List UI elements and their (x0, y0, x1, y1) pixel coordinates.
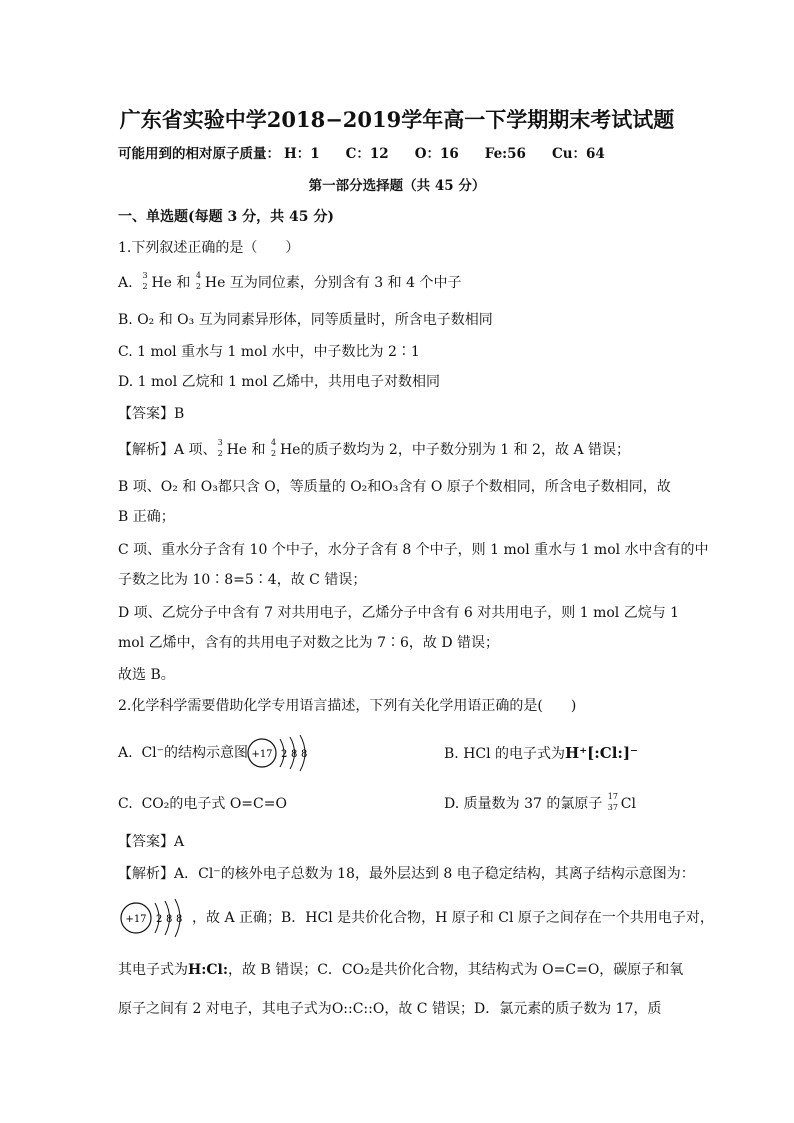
q2-explanation-3: 其电子式为H:Cl:，故 B 错误；C．CO₂是共价化合物，其结构式为 O=C=O，碳原子和氧 (118, 962, 684, 978)
atomic-masses (118, 144, 631, 164)
shell-3: 8 (301, 749, 308, 760)
q1-stem: 1.下列叙述正确的是（ ） (118, 240, 300, 256)
chloride-structure-diagram-2 (118, 896, 190, 940)
mass-fe: Fe:56 (484, 146, 526, 162)
q1-explanation-b1: B 项、O₂ 和 O₃都只含 O，等质量的 O₂和O₃含有 O 原子个数相同，所含电子数相同，故 (118, 479, 671, 495)
svg-text:+17: +17 (125, 914, 147, 925)
part-heading: 一、单选题(每题 3 分，共 45 分) (118, 209, 334, 225)
svg-text:8: 8 (176, 914, 183, 925)
q1-option-d: D. 1 mol 乙烷和 1 mol 乙烯中，共用电子对数相同 (118, 374, 441, 390)
q1-option-b: B. O₂ 和 O₃ 互为同素异形体，同等质量时，所含电子数相同 (118, 312, 493, 328)
q2-option-d: D. 质量数为 37 的氯原子 17 37 Cl (444, 792, 636, 812)
q1-option-a: A. 3 2 He 和 4 2 He 互为同位素，分别含有 3 和 4 个中子 (118, 271, 462, 291)
isotope-he3: 3 2 (142, 271, 148, 291)
svg-text:8: 8 (166, 914, 173, 925)
q2-explanation-1: 【解析】A．Cl⁻的核外电子总数为 18，最外层达到 8 电子稳定结构，其离子结构示意图为： (118, 866, 695, 882)
co2-electron-formula: O::C::O (331, 1001, 385, 1017)
page-title: 广东省实验中学2018−2019学年高一下学期期末考试试题 (119, 107, 675, 132)
shell-1: 2 (281, 749, 288, 760)
q2-stem: 2.化学科学需要借助化学专用语言描述，下列有关化学用语正确的是( ) (118, 698, 577, 714)
q1-explanation-c2: 子数之比为 10∶8=5∶4，故 C 错误； (118, 572, 367, 588)
mass-c: C：12 (345, 146, 389, 162)
q2-explanation-2: ，故 A 正确；B．HCl 是共价化合物，H 原子和 Cl 原子之间存在一个共用电子对， (192, 910, 714, 926)
q1-option-c: C. 1 mol 重水与 1 mol 水中，中子数比为 2∶1 (118, 344, 420, 360)
q2-option-a: A. Cl⁻的结构示意图 (118, 745, 249, 761)
q1-answer: 【答案】B (118, 406, 185, 422)
q1-explanation-d1: D 项、乙烷分子中含有 7 对共用电子，乙烯分子中含有 6 对共用电子，则 1 mol 乙烷与 1 (118, 605, 680, 621)
q1-explanation-d2: mol 乙烯中，含有的共用电子对数之比为 7∶6，故 D 错误； (118, 635, 500, 651)
mass-o: O：16 (414, 146, 459, 162)
hcl-electron-formula: H:Cl: (188, 962, 229, 978)
isotope-he4: 4 2 (195, 271, 201, 291)
q2-answer: 【答案】A (118, 834, 185, 850)
q1-explanation-a: 【解析】A 项、 3 2 He 和 4 2 He的质子数均为 2，中子数分别为 1 和 2，故 A 错误； (118, 438, 631, 458)
mass-h: H：1 (284, 146, 320, 162)
mass-cu: Cu：64 (551, 146, 605, 162)
q1-explanation-b2: B 正确； (118, 509, 175, 525)
q2-option-b: B. HCl 的电子式为H⁺[:Cl:]⁻ (444, 744, 638, 762)
section-heading: 第一部分选择题（共 45 分） (308, 178, 486, 194)
masses-label: 可能用到的相对原子质量： (118, 146, 280, 162)
q1-conclusion: 故选 B。 (118, 667, 175, 683)
svg-text:2: 2 (156, 914, 163, 925)
q2-option-c: C. CO₂的电子式 O=C=O (118, 796, 287, 812)
q2-explanation-4: 原子之间有 2 对电子，其电子式为O::C::O，故 C 错误；D．氯元素的质子数为 17，质 (118, 1001, 662, 1017)
q1-explanation-c1: C 项、重水分子含有 10 个中子，水分子含有 8 个中子，则 1 mol 重水与 1 mol 水中含有的中 (118, 542, 709, 558)
nucleus-label: +17 (251, 749, 273, 760)
shell-2: 8 (291, 749, 298, 760)
chloride-structure-diagram (244, 733, 316, 773)
